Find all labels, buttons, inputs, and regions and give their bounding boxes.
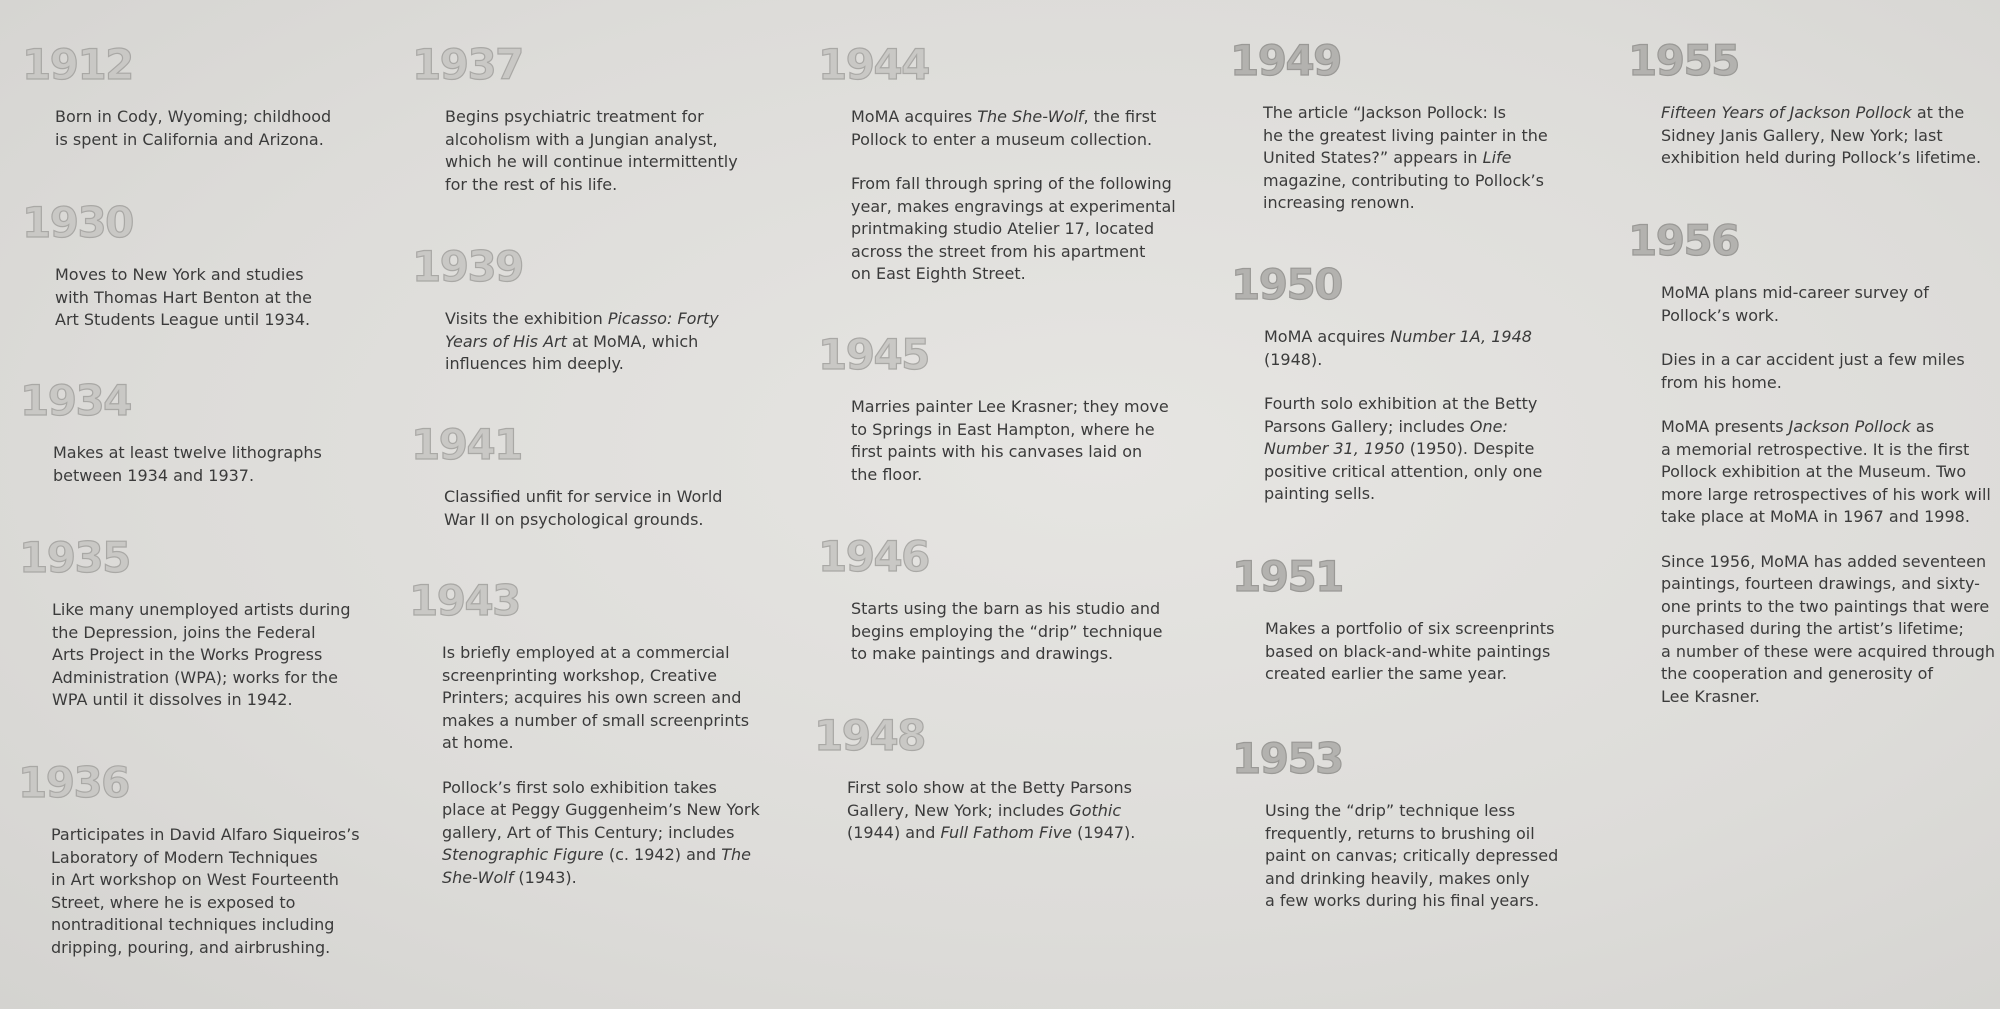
- entry-paragraph: [1265, 800, 1558, 913]
- entry-paragraph: [1264, 393, 1542, 506]
- text-run: magazine, contributing to Pollock’s increasing renown.: [1263, 170, 1544, 212]
- italic-title: Picasso: Forty Years of His Art: [445, 309, 719, 351]
- entry-paragraph: [1264, 326, 1542, 371]
- entry-description: [445, 308, 719, 376]
- timeline-entry-1953: [1232, 734, 1559, 913]
- entry-description: [1661, 102, 1981, 170]
- entry-description: [1263, 102, 1548, 215]
- entry-description: [444, 486, 722, 531]
- entry-description: [52, 599, 350, 712]
- text-run: Fourth solo exhibition at the Betty Parsons Gallery; includes: [1264, 394, 1538, 436]
- timeline-entry-1944: [818, 40, 1176, 286]
- text-run: (1944) and: [847, 823, 936, 842]
- year-heading: 1944: [818, 40, 929, 89]
- text-run: Visits the exhibition: [445, 309, 608, 328]
- timeline-entry-1950: [1231, 260, 1543, 506]
- entry-paragraph: [1661, 551, 1995, 709]
- entry-description: [851, 598, 1162, 666]
- entry-paragraph: [445, 106, 738, 196]
- timeline-entry-1934: [20, 376, 322, 487]
- text-run: First solo show at the Betty Parsons Gallery, New York; includes: [847, 778, 1132, 820]
- text-run: From fall through spring of the following year, makes engravings at experimental printmaking studio Atelier 17, located across the street from his apartment on East Eighth Street.: [851, 174, 1176, 283]
- text-run: at MoMA, which influences him deeply.: [445, 331, 699, 373]
- entry-paragraph: [52, 599, 350, 712]
- italic-title: Full Fathom Five: [940, 823, 1072, 842]
- timeline-entry-1939: [412, 242, 719, 376]
- text-run: Begins psychiatric treatment for alcoholism with a Jungian analyst, which he will continue intermittently for the rest of his life.: [445, 107, 738, 194]
- year-heading: 1949: [1230, 36, 1341, 85]
- entry-description: [1265, 618, 1554, 686]
- year-heading: 1930: [22, 198, 133, 247]
- entry-description: [53, 442, 322, 487]
- year-heading: 1951: [1232, 552, 1343, 601]
- text-run: MoMA plans mid-career survey of Pollock’s work.: [1661, 283, 1929, 325]
- timeline-entry-1937: [412, 40, 738, 196]
- year-heading: 1936: [18, 758, 129, 807]
- entry-paragraph: [53, 442, 322, 487]
- text-run: (1948).: [1264, 349, 1323, 369]
- text-run: Classified unfit for service in World War II on psychological grounds.: [444, 487, 723, 529]
- timeline-entry-1930: [22, 198, 312, 332]
- entry-paragraph: [1661, 102, 1981, 170]
- italic-title: One: Number 31, 1950: [1264, 416, 1508, 458]
- text-run: Moves to New York and studies with Thomas Hart Benton at the Art Students League until 1934.: [55, 265, 312, 329]
- year-heading: 1934: [20, 376, 131, 425]
- timeline-entry-1955: [1628, 36, 1982, 170]
- timeline-entry-1946: [818, 532, 1163, 666]
- text-run: Pollock’s first solo exhibition takes place at Peggy Guggenheim’s New York gallery, Art of This Century; includes: [442, 777, 760, 842]
- year-heading: 1955: [1628, 36, 1739, 85]
- entry-description: [851, 106, 1176, 286]
- timeline-entry-1945: [818, 330, 1169, 486]
- timeline-entry-1956: [1628, 216, 1996, 708]
- entry-description: [442, 642, 760, 889]
- year-heading: 1953: [1232, 734, 1343, 783]
- entry-paragraph: [442, 642, 760, 755]
- entry-paragraph: [851, 396, 1169, 486]
- entry-description: [55, 264, 312, 332]
- entry-description: [1265, 800, 1558, 913]
- entry-paragraph: [851, 173, 1176, 286]
- year-heading: 1937: [412, 40, 523, 89]
- timeline-entry-1912: [22, 40, 332, 151]
- text-run: MoMA presents: [1661, 417, 1789, 436]
- text-run: Is briefly employed at a commercial screenprinting workshop, Creative Printers; acquires his own screen and makes a number of small screenprints at home.: [442, 643, 750, 752]
- italic-title: Number 1A, 1948: [1390, 327, 1532, 346]
- timeline-entry-1935: [19, 533, 351, 712]
- text-run: Dies in a car accident just a few miles from his home.: [1661, 350, 1965, 392]
- text-run: Born in Cody, Wyoming; childhood is spent in California and Arizona.: [55, 107, 332, 149]
- text-run: Marries painter Lee Krasner; they move to Springs in East Hampton, where he first paints with his canvases laid on the floor.: [851, 397, 1169, 484]
- text-run: MoMA acquires: [1264, 327, 1391, 346]
- entry-description: [1661, 282, 1995, 708]
- text-run: Using the “drip” technique less frequently, returns to brushing oil paint on canvas; critically depressed and drinking heavily, makes only a few works during his final years.: [1265, 801, 1559, 910]
- year-heading: 1912: [22, 40, 133, 89]
- italic-title: Fifteen Years of Jackson Pollock: [1661, 103, 1912, 122]
- entry-paragraph: [1661, 349, 1995, 394]
- year-heading: 1956: [1628, 216, 1739, 265]
- text-run: The article “Jackson Pollock: Is he the greatest living painter in the United States?” appears in: [1263, 103, 1548, 167]
- entry-paragraph: [851, 106, 1176, 151]
- entry-paragraph: [1263, 102, 1548, 215]
- text-run: Like many unemployed artists during the Depression, joins the Federal Arts Project in the Works Progress Administration (WPA); works for the WPA until it dissolves in 1942.: [52, 600, 351, 709]
- year-heading: 1946: [818, 532, 929, 581]
- entry-paragraph: [55, 264, 312, 332]
- entry-description: [851, 396, 1169, 486]
- year-heading: 1941: [411, 420, 522, 469]
- text-run: at the Sidney Janis Gallery, New York; last exhibition held during Pollock’s lifetime.: [1661, 103, 1982, 167]
- entry-paragraph: [55, 106, 331, 151]
- timeline-entry-1941: [411, 420, 723, 531]
- entry-description: [55, 106, 331, 151]
- entry-paragraph: [847, 777, 1135, 845]
- text-run: Since 1956, MoMA has added seventeen paintings, fourteen drawings, and sixty- one prints to the two paintings that were purchased during the artist’s lifetime; a number of these were acquired through the cooperation and generosity of Lee Krasner.: [1661, 551, 1996, 706]
- italic-title: Life: [1482, 148, 1512, 167]
- entry-description: [51, 824, 360, 959]
- timeline-entry-1951: [1232, 552, 1555, 686]
- entry-description: [1264, 326, 1542, 506]
- entry-description: [445, 106, 738, 196]
- text-run: , the first Pollock to enter a museum collection.: [851, 107, 1157, 149]
- text-run: Participates in David Alfaro Siqueiros’s Laboratory of Modern Techniques in Art workshop on West Fourteenth Street, where he is exposed to nontraditional techniques including dripping, pouring, and airbrushing.: [51, 825, 360, 957]
- year-heading: 1945: [818, 330, 929, 379]
- entry-paragraph: [851, 598, 1162, 666]
- italic-title: The She-Wolf: [442, 845, 752, 887]
- year-heading: 1939: [412, 242, 523, 291]
- text-run: Makes at least twelve lithographs between 1934 and 1937.: [53, 443, 322, 485]
- timeline-entry-1948: [814, 711, 1136, 845]
- timeline-entry-1943: [409, 576, 760, 889]
- text-run: (c. 1942) and: [603, 845, 722, 864]
- entry-paragraph: [1661, 416, 1995, 529]
- text-run: (1950). Despite positive critical attention, only one painting sells.: [1264, 439, 1543, 503]
- entry-paragraph: [51, 824, 360, 959]
- entry-paragraph: [1265, 618, 1554, 686]
- text-run: Makes a portfolio of six screenprints based on black-and-white paintings created earlier the same year.: [1265, 619, 1555, 683]
- text-run: Starts using the barn as his studio and begins employing the “drip” technique to make paintings and drawings.: [851, 599, 1163, 663]
- entry-paragraph: [445, 308, 719, 376]
- text-run: (1947).: [1072, 823, 1136, 842]
- entry-paragraph: [442, 777, 760, 890]
- entry-paragraph: [1661, 282, 1995, 327]
- year-heading: 1935: [19, 533, 130, 582]
- italic-title: Jackson Pollock: [1788, 417, 1911, 436]
- text-run: MoMA acquires: [851, 107, 978, 126]
- italic-title: The She-Wolf: [977, 107, 1084, 126]
- text-run: (1943).: [513, 867, 577, 887]
- entry-paragraph: [444, 486, 722, 531]
- italic-title: Gothic: [1069, 800, 1122, 820]
- year-heading: 1943: [409, 576, 520, 625]
- timeline-entry-1936: [18, 758, 360, 959]
- entry-description: [847, 777, 1135, 845]
- italic-title: Stenographic Figure: [442, 845, 604, 864]
- timeline-entry-1949: [1230, 36, 1548, 215]
- text-run: as a memorial retrospective. It is the first Pollock exhibition at the Museum. Two more large retrospectives of his work will take place at MoMA in 1967 and 1998.: [1661, 417, 1991, 526]
- year-heading: 1948: [814, 711, 925, 760]
- year-heading: 1950: [1231, 260, 1342, 309]
